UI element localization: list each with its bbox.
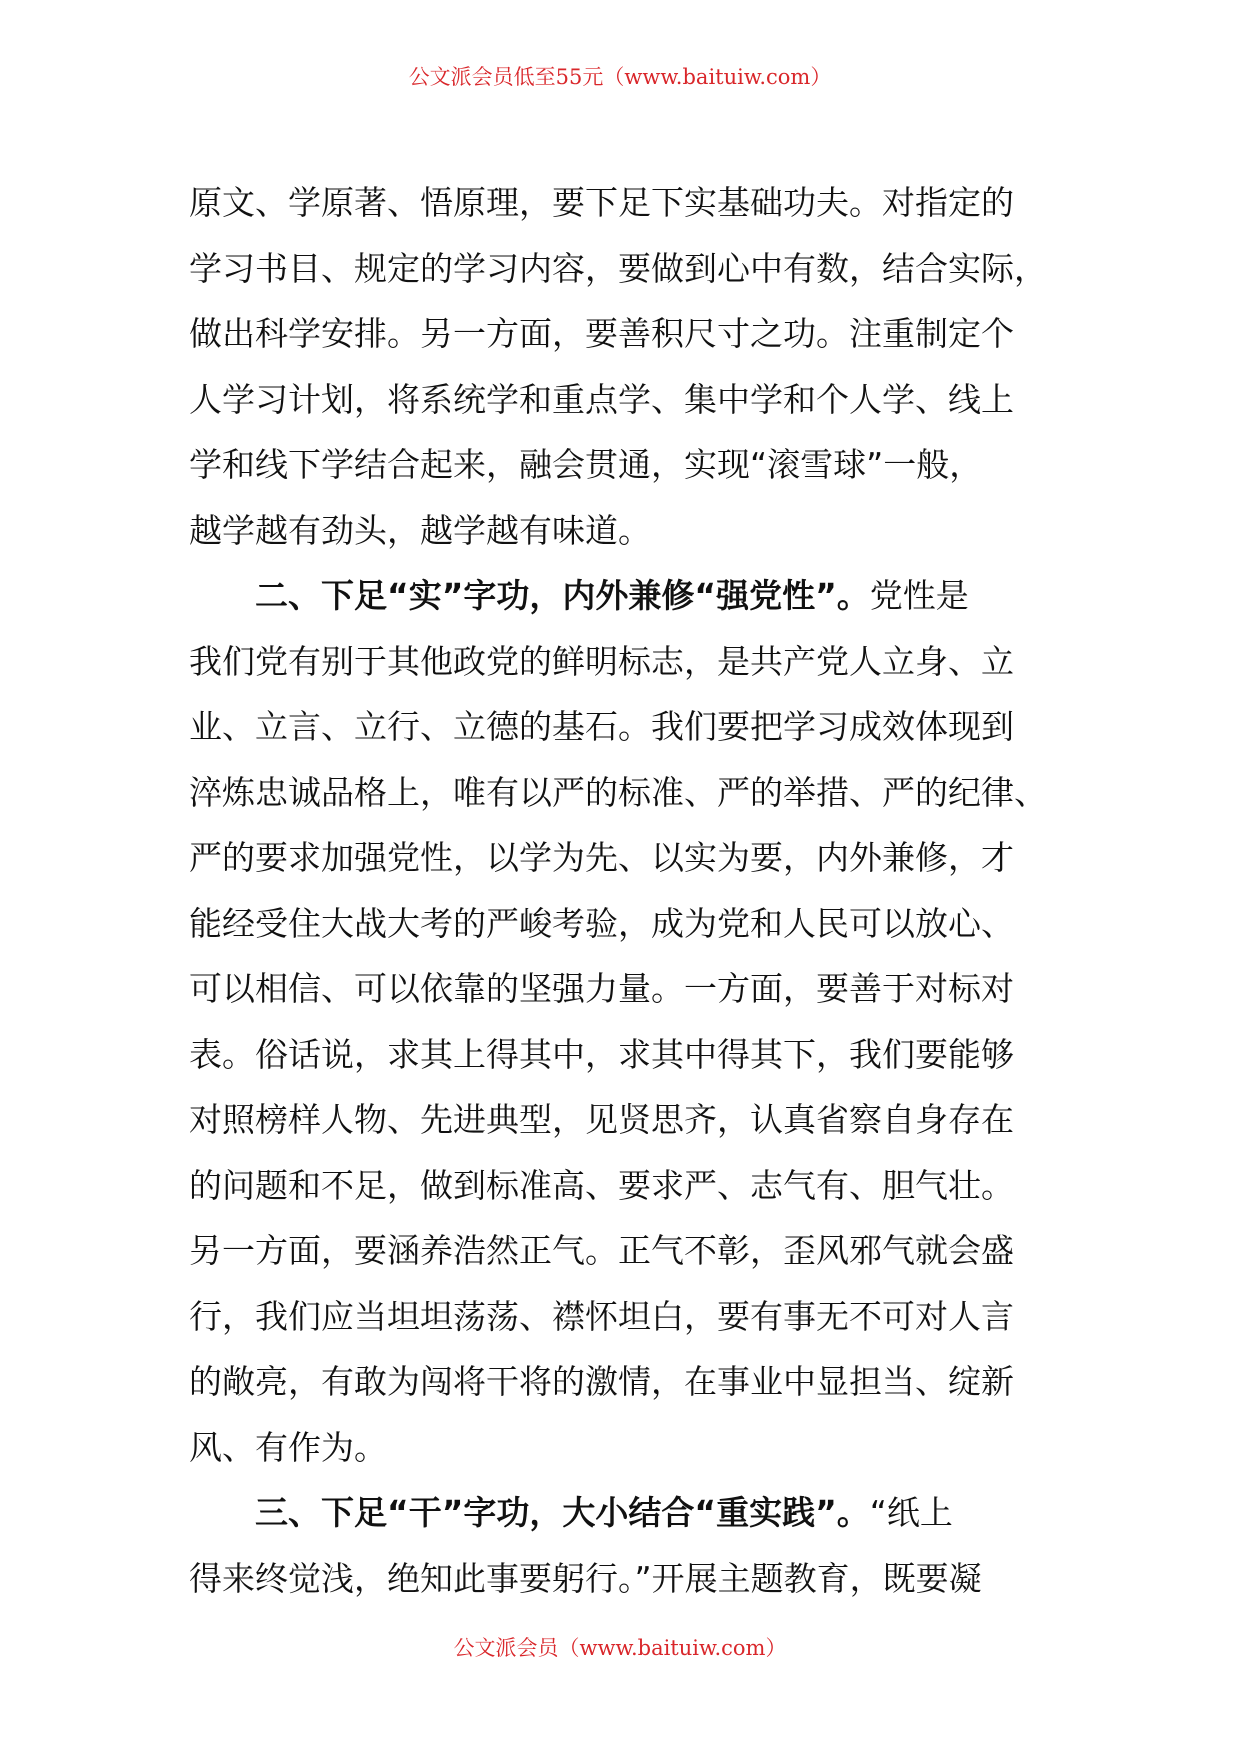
text-line: 的问题和不足，做到标准高、要求严、志气有、胆气壮。 (189, 1165, 1014, 1205)
text-line: 淬炼忠诚品格上，唯有以严的标准、严的举措、严的纪律、 (189, 772, 1047, 812)
text-line: 风、有作为。 (189, 1427, 387, 1467)
text-line: 人学习计划，将系统学和重点学、集中学和个人学、线上 (189, 379, 1014, 419)
text-line: 学习书目、规定的学习内容，要做到心中有数，结合实际， (189, 248, 1047, 288)
paragraph-2 (189, 563, 1069, 1480)
footer-watermark: 公文派会员（www.baituiw.com） (453, 1636, 787, 1660)
text-line: 严的要求加强党性，以学为先、以实为要，内外兼修，才 (189, 838, 1014, 877)
text-line: 我们党有别于其他政党的鲜明标志，是共产党人立身、立 (189, 641, 1014, 681)
heading-continuation: 党性是 (869, 576, 969, 615)
header-watermark: 公文派会员低至55元（www.baituiw.com） (408, 65, 832, 89)
text-line: 可以相信、可以依靠的坚强力量。一方面，要善于对标对 (189, 969, 1014, 1008)
text-line: 能经受住大战大考的严峻考验，成为党和人民可以放心、 (189, 903, 1014, 943)
text-line: 原文、学原著、悟原理，要下足下实基础功夫。对指定的 (189, 183, 1014, 222)
text-line-first (189, 563, 1069, 629)
paragraph-1 (189, 170, 1069, 563)
text-line: 越学越有劲头，越学越有味道。 (189, 510, 651, 550)
text-line: 得来终觉浅，绝知此事要躬行。”开展主题教育，既要凝 (189, 1558, 982, 1598)
text-line: 学和线下学结合起来，融会贯通，实现“滚雪球”一般， (189, 445, 983, 484)
text-line: 另一方面，要涵养浩然正气。正气不彰，歪风邪气就会盛 (189, 1231, 1014, 1270)
heading-continuation: “纸上 (869, 1493, 953, 1532)
document-body (189, 170, 1069, 1611)
text-line: 对照榜样人物、先进典型，见贤思齐，认真省察自身存在 (189, 1100, 1014, 1139)
text-line: 的敞亮，有敢为闯将干将的激情，在事业中显担当、绽新 (189, 1362, 1014, 1401)
paragraph-3 (189, 1480, 1069, 1611)
text-line-first (189, 1480, 1069, 1546)
text-line: 表。俗话说，求其上得其中，求其中得其下，我们要能够 (189, 1034, 1014, 1074)
section-heading: 二、下足“实”字功，内外兼修“强党性”。 (255, 576, 870, 615)
text-line: 业、立言、立行、立德的基石。我们要把学习成效体现到 (189, 707, 1014, 746)
text-line: 行，我们应当坦坦荡荡、襟怀坦白，要有事无不可对人言 (189, 1296, 1014, 1336)
text-line: 做出科学安排。另一方面，要善积尺寸之功。注重制定个 (189, 314, 1014, 353)
section-heading: 三、下足“干”字功，大小结合“重实践”。 (255, 1493, 870, 1532)
